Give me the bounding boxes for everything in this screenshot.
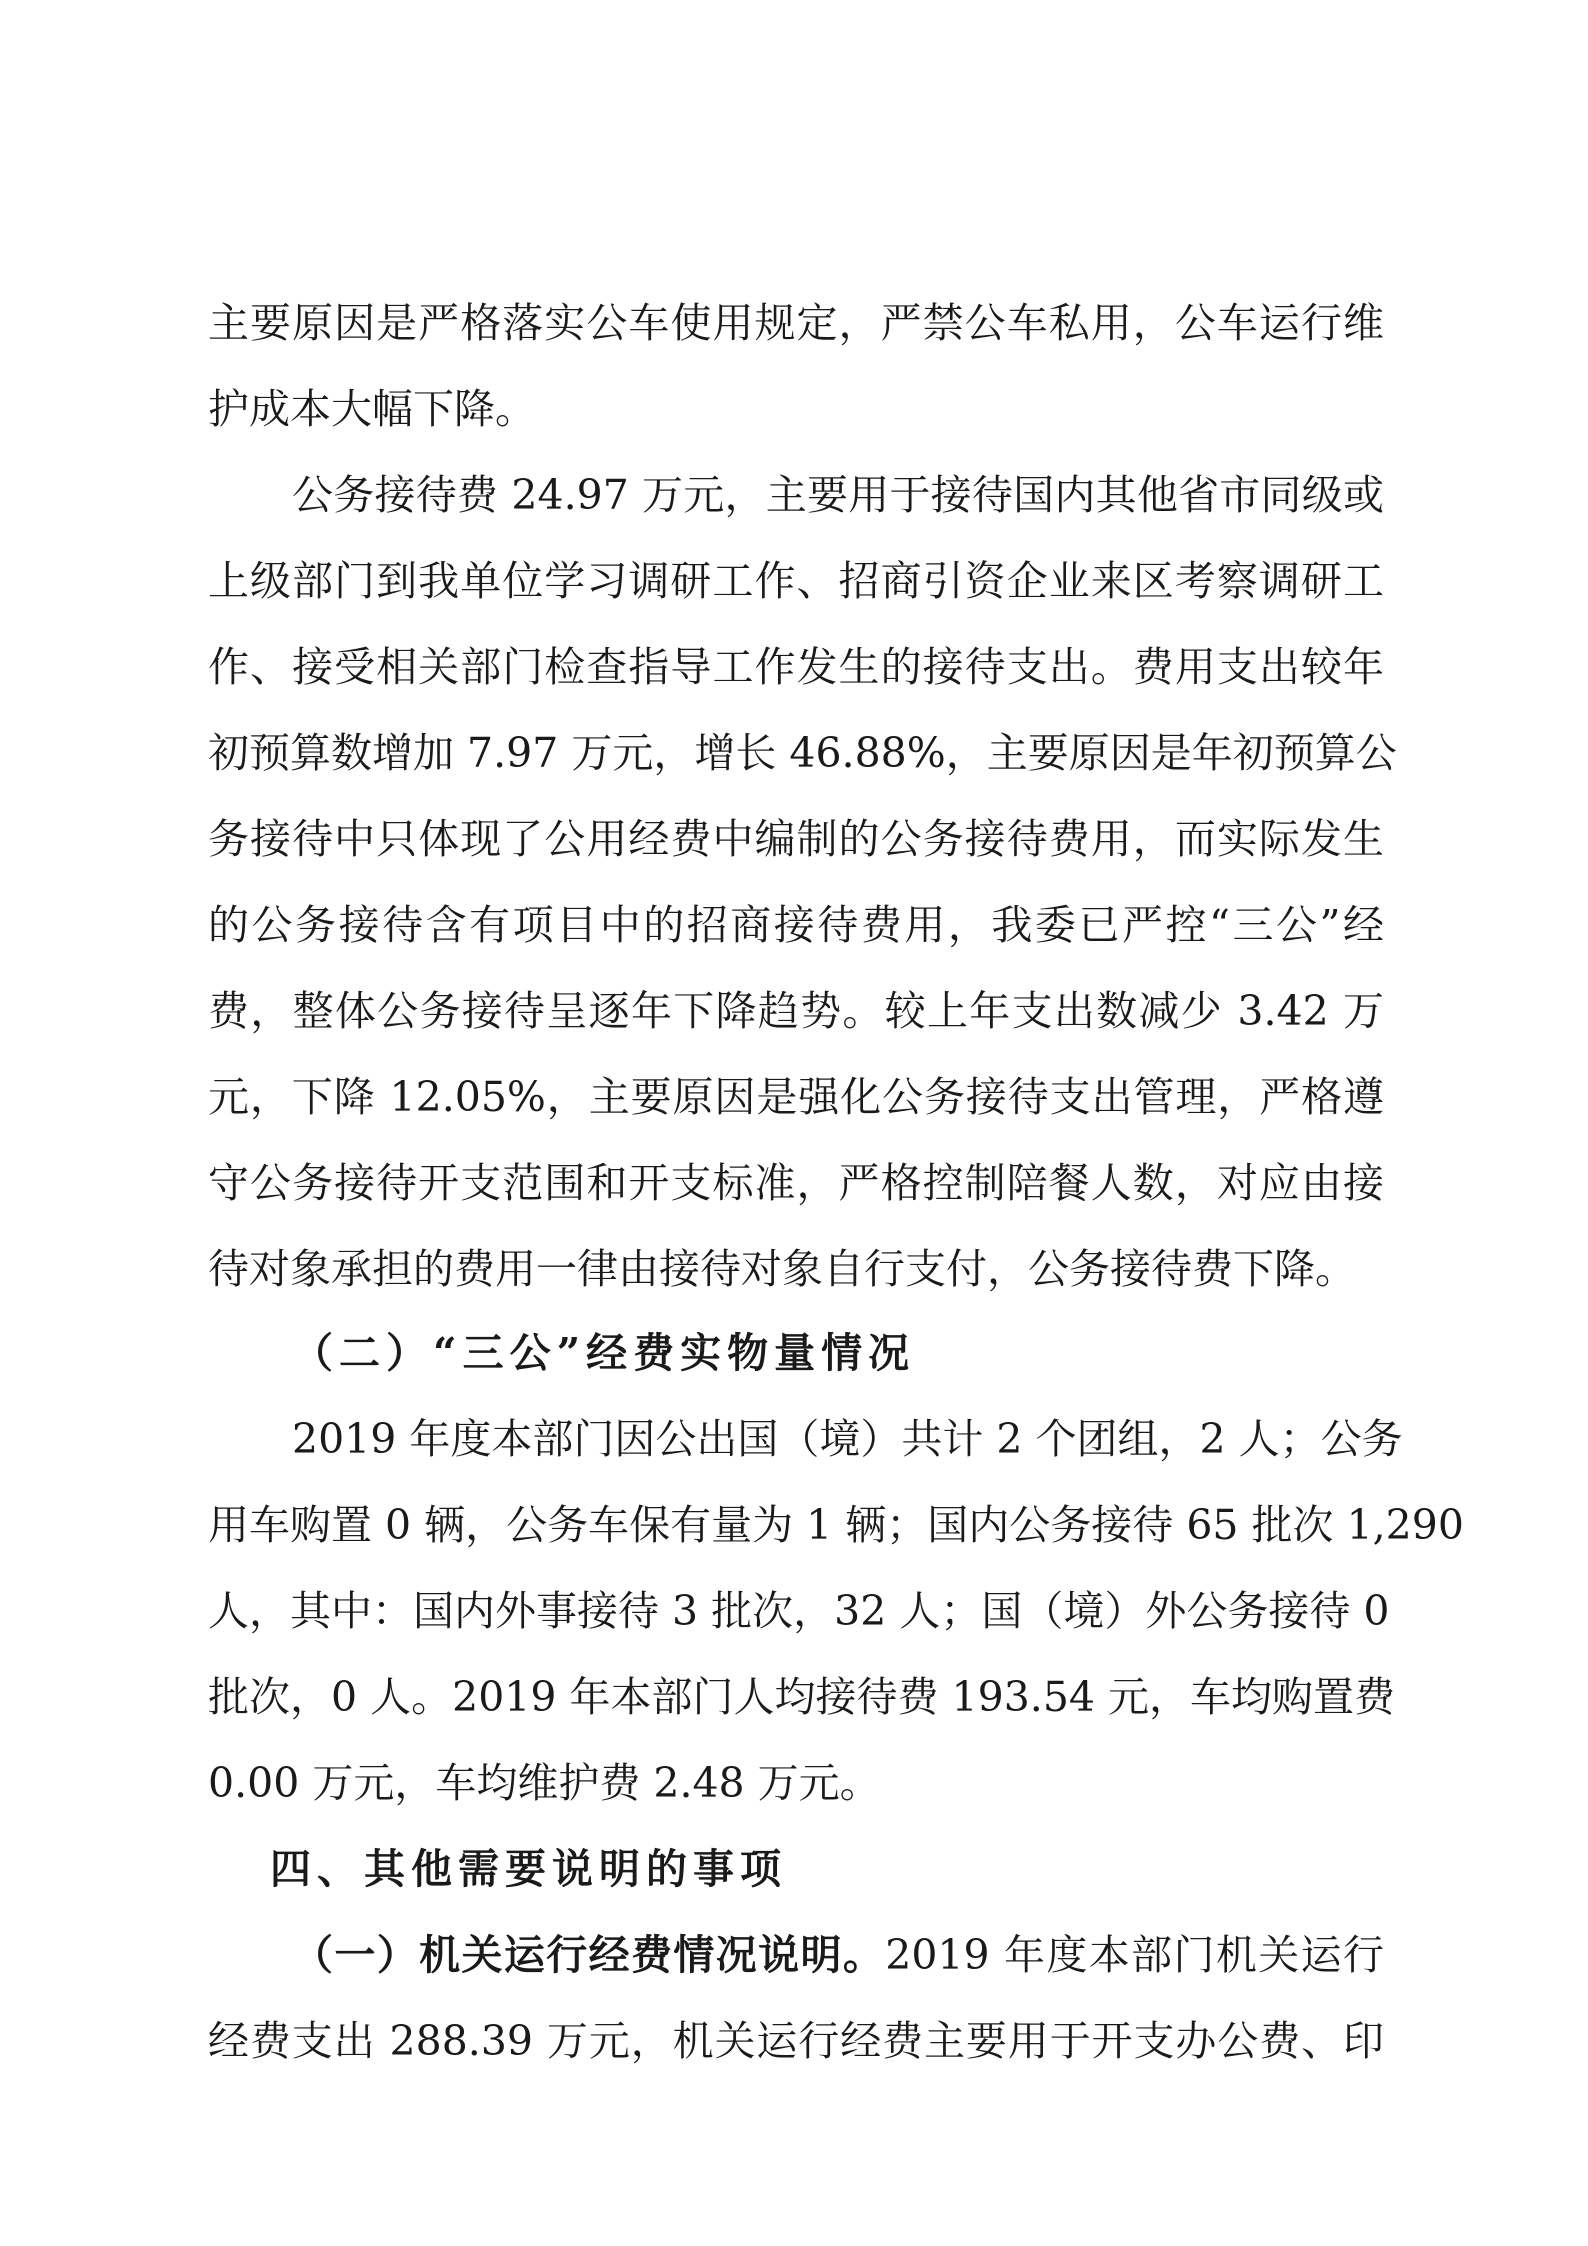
text-line: 人，其中：国内外事接待 3 批次，32 人；国（境）外公务接待 0 bbox=[208, 1587, 1390, 1635]
text-line: 经费支出 288.39 万元，机关运行经费主要用于开支办公费、印 bbox=[208, 2017, 1384, 2065]
text-line: 0.00 万元，车均维护费 2.48 万元。 bbox=[208, 1759, 881, 1807]
section-heading: 四、其他需要说明的事项 bbox=[270, 1845, 787, 1893]
text-line: 费，整体公务接待呈逐年下降趋势。较上年支出数减少 3.42 万 bbox=[208, 987, 1384, 1035]
text-line: 守公务接待开支范围和开支标准，严格控制陪餐人数，对应由接 bbox=[208, 1159, 1384, 1207]
text-line: 作、接受相关部门检查指导工作发生的接待支出。费用支出较年 bbox=[208, 643, 1384, 691]
text-line: 上级部门到我单位学习调研工作、招商引资企业来区考察调研工 bbox=[208, 557, 1384, 605]
section-heading: （二）“三公”经费实物量情况 bbox=[292, 1329, 916, 1377]
text-line bbox=[292, 1924, 1384, 1986]
text-line: 用车购置 0 辆，公务车保有量为 1 辆；国内公务接待 65 批次 1,290 bbox=[208, 1501, 1464, 1549]
text-run: 2019 年度本部门机关运行 bbox=[885, 1931, 1384, 1979]
text-line: 公务接待费 24.97 万元，主要用于接待国内其他省市同级或 bbox=[292, 471, 1384, 519]
text-line: 批次，0 人。2019 年本部门人均接待费 193.54 元，车均购置费 bbox=[208, 1673, 1396, 1721]
text-line: 待对象承担的费用一律由接待对象自行支付，公务接待费下降。 bbox=[208, 1245, 1356, 1293]
text-line: 初预算数增加 7.97 万元，增长 46.88%，主要原因是年初预算公 bbox=[208, 729, 1397, 777]
text-line: 主要原因是严格落实公车使用规定，严禁公车私用，公车运行维 bbox=[208, 299, 1384, 347]
text-line: 护成本大幅下降。 bbox=[208, 385, 536, 433]
text-line: 务接待中只体现了公用经费中编制的公务接待费用，而实际发生 bbox=[208, 815, 1384, 863]
text-line: 2019 年度本部门因公出国（境）共计 2 个团组，2 人；公务 bbox=[292, 1415, 1403, 1463]
text-line: 的公务接待含有项目中的招商接待费用，我委已严控“三公”经 bbox=[208, 901, 1384, 949]
subsection-heading: （一）机关运行经费情况说明。 bbox=[292, 1931, 886, 1979]
text-line: 元，下降 12.05%，主要原因是强化公务接待支出管理，严格遵 bbox=[208, 1073, 1384, 1121]
